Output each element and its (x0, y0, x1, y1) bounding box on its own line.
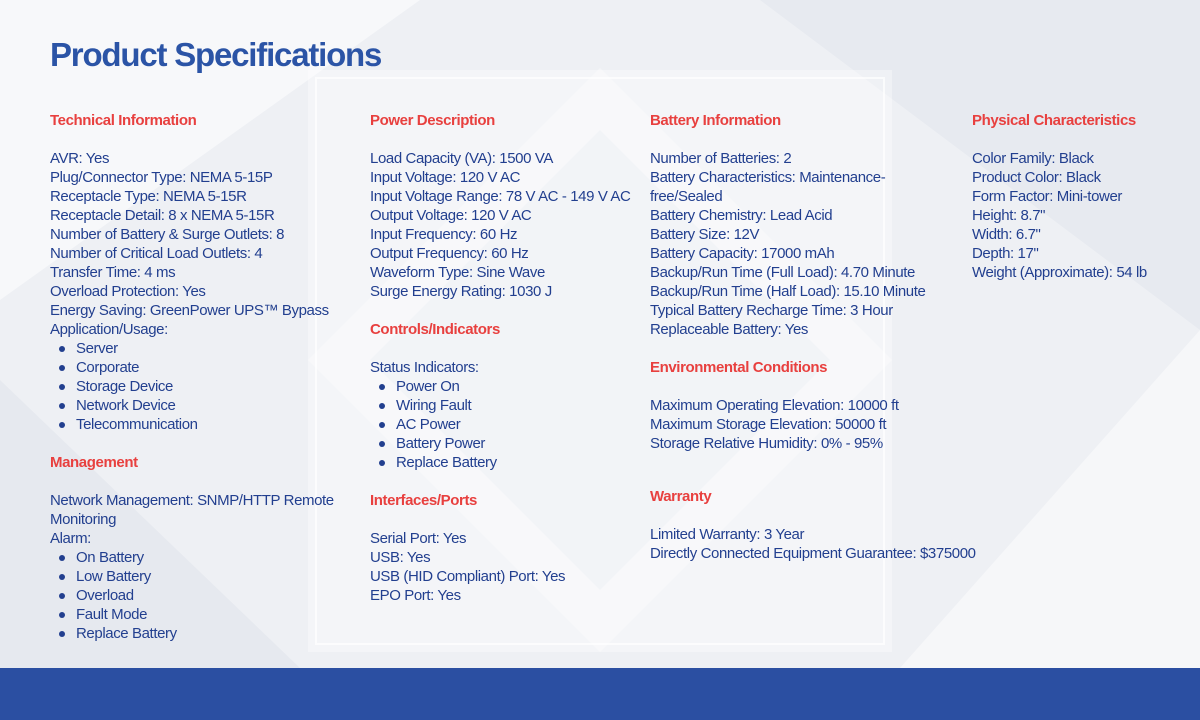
section-warranty (650, 487, 976, 563)
spec-line: Number of Critical Load Outlets: 4 (50, 245, 263, 262)
spec-line: Waveform Type: Sine Wave (370, 264, 545, 281)
section-heading: Technical Information (50, 112, 197, 129)
spec-line: Limited Warranty: 3 Year (650, 526, 805, 543)
spec-line: USB (HID Compliant) Port: Yes (370, 568, 566, 585)
spec-line: Number of Batteries: 2 (650, 150, 792, 167)
list-item: Overload (50, 586, 360, 605)
spec-line: Maximum Operating Elevation: 10000 ft (650, 397, 899, 414)
section-heading: Power Description (370, 112, 495, 129)
list-item: Server (50, 339, 360, 358)
spec-line: Application/Usage: (50, 321, 168, 338)
list-item: Network Device (50, 396, 360, 415)
spec-line: Product Color: Black (972, 169, 1101, 186)
section-heading: Management (50, 454, 138, 471)
list-item: Replace Battery (370, 453, 645, 472)
spec-line: USB: Yes (370, 549, 431, 566)
spec-line: Load Capacity (VA): 1500 VA (370, 150, 553, 167)
section-heading: Warranty (650, 488, 712, 505)
spec-line: Depth: 17" (972, 245, 1039, 262)
section-heading: Physical Characteristics (972, 112, 1136, 129)
section-heading: Environmental Conditions (650, 359, 828, 376)
section-controls-indicators (370, 320, 645, 472)
list-item: On Battery (50, 548, 360, 567)
spec-line: Battery Size: 12V (650, 226, 760, 243)
spec-line: Overload Protection: Yes (50, 283, 206, 300)
spec-line: Plug/Connector Type: NEMA 5-15P (50, 169, 273, 186)
spec-line: Serial Port: Yes (370, 530, 467, 547)
status-indicator-list (370, 377, 645, 472)
footer-bar (0, 668, 1200, 720)
spec-line: Height: 8.7" (972, 207, 1046, 224)
spec-line: Backup/Run Time (Full Load): 4.70 Minute (650, 264, 915, 281)
column-technical-management (50, 111, 360, 662)
spec-line: Number of Battery & Surge Outlets: 8 (50, 226, 285, 243)
spec-line: Backup/Run Time (Half Load): 15.10 Minute (650, 283, 926, 300)
section-heading: Battery Information (650, 112, 781, 129)
list-item: Corporate (50, 358, 360, 377)
section-management (50, 453, 360, 643)
list-item: Telecommunication (50, 415, 360, 434)
spec-line: Output Frequency: 60 Hz (370, 245, 529, 262)
spec-line: Weight (Approximate): 54 lb (972, 264, 1147, 281)
spec-line: Status Indicators: (370, 359, 479, 376)
spec-line: Battery Chemistry: Lead Acid (650, 207, 833, 224)
list-item: Battery Power (370, 434, 645, 453)
spec-line: Typical Battery Recharge Time: 3 Hour (650, 302, 893, 319)
spec-line: Network Management: SNMP/HTTP Remote Monitoring (50, 492, 334, 528)
spec-line: Maximum Storage Elevation: 50000 ft (650, 416, 887, 433)
list-item: Storage Device (50, 377, 360, 396)
section-interfaces-ports (370, 491, 645, 605)
page-title: Product Specifications (50, 36, 382, 73)
section-heading: Controls/Indicators (370, 321, 500, 338)
spec-line: EPO Port: Yes (370, 587, 461, 604)
spec-line: Input Frequency: 60 Hz (370, 226, 518, 243)
list-item: Low Battery (50, 567, 360, 586)
section-heading: Interfaces/Ports (370, 492, 477, 509)
column-battery-environment-warranty (650, 111, 976, 582)
spec-line: Replaceable Battery: Yes (650, 321, 809, 338)
spec-line: Output Voltage: 120 V AC (370, 207, 532, 224)
section-physical-characteristics (972, 111, 1197, 282)
spec-line: Input Voltage: 120 V AC (370, 169, 521, 186)
section-battery-information (650, 111, 970, 339)
spec-line: Transfer Time: 4 ms (50, 264, 176, 281)
alarm-list (50, 548, 360, 643)
spec-line: AVR: Yes (50, 150, 110, 167)
section-technical-information (50, 111, 360, 434)
spec-line: Form Factor: Mini-tower (972, 188, 1122, 205)
spec-line: Storage Relative Humidity: 0% - 95% (650, 435, 883, 452)
spec-line: Alarm: (50, 530, 91, 547)
spec-line: Color Family: Black (972, 150, 1094, 167)
spec-line: Energy Saving: GreenPower UPS™ Bypass (50, 302, 329, 319)
column-physical (972, 111, 1197, 301)
list-item: Power On (370, 377, 645, 396)
spec-line: Width: 6.7" (972, 226, 1041, 243)
column-power-controls-interfaces (370, 111, 645, 624)
list-item: Wiring Fault (370, 396, 645, 415)
section-power-description (370, 111, 645, 301)
spec-line: Battery Capacity: 17000 mAh (650, 245, 835, 262)
list-item: Replace Battery (50, 624, 360, 643)
usage-list (50, 339, 360, 434)
spec-line: Battery Characteristics: Maintenance-free/Sealed (650, 169, 886, 205)
spec-line: Receptacle Detail: 8 x NEMA 5-15R (50, 207, 275, 224)
section-environmental-conditions (650, 358, 970, 453)
spec-line: Directly Connected Equipment Guarantee: $375000 (650, 545, 976, 562)
spec-line: Receptacle Type: NEMA 5-15R (50, 188, 247, 205)
spec-line: Input Voltage Range: 78 V AC - 149 V AC (370, 188, 631, 205)
list-item: AC Power (370, 415, 645, 434)
list-item: Fault Mode (50, 605, 360, 624)
spec-line: Surge Energy Rating: 1030 J (370, 283, 552, 300)
